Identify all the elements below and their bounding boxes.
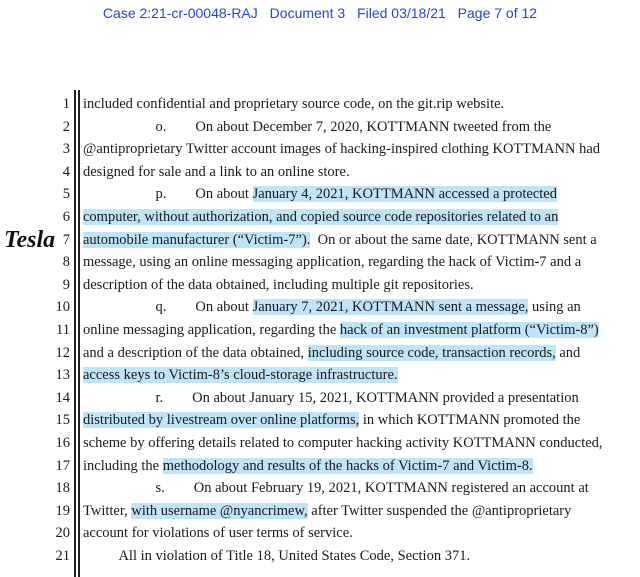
line-text: including the (83, 457, 163, 474)
text-line (83, 299, 581, 316)
text-line (83, 525, 353, 542)
line-text: p. On about (83, 186, 253, 203)
text-line (83, 186, 557, 203)
line-number: 8 (62, 254, 70, 271)
line-number: 12 (55, 344, 70, 361)
line-text: designed for sale and a link to an online store. (83, 163, 350, 180)
line-text: in which KOTTMANN promoted the (359, 412, 581, 429)
line-number: 16 (55, 435, 70, 451)
line-number: 20 (55, 525, 70, 542)
line-text: included confidential and proprietary source code, on the git.rip website. (83, 96, 505, 112)
text-line (83, 277, 474, 294)
line-number: 18 (55, 480, 70, 497)
line-number: 4 (62, 163, 70, 180)
text-line (83, 480, 589, 497)
line-number: 11 (56, 322, 70, 338)
line-number: 13 (55, 367, 70, 384)
highlighted-text: computer, without authorization, and copied source code repositories related to an (83, 209, 559, 225)
page-indicator: Page 7 of 12 (457, 5, 538, 21)
line-number: 21 (55, 548, 70, 564)
line-number: 7 (62, 231, 70, 248)
text-line (83, 435, 603, 452)
text-line (83, 412, 580, 429)
text-line (83, 96, 504, 113)
line-text: scheme by offering details related to computer hacking activity KOTTMANN conducted, (83, 435, 603, 451)
line-number: 15 (55, 412, 70, 429)
text-line (83, 322, 599, 339)
highlighted-text: methodology and results of the hacks of Victim-7 and Victim-8. (162, 457, 533, 474)
line-text: account for violations of user terms of service. (83, 525, 353, 542)
line-text: and a description of the data obtained, (83, 344, 308, 361)
case-number: Case 2:21-cr-00048-RAJ (102, 5, 258, 21)
line-text: online messaging application, regarding the (83, 322, 340, 338)
highlighted-text: with username @nyancrimew, (131, 502, 308, 519)
line-number: 9 (62, 276, 70, 293)
line-number: 1 (62, 96, 70, 112)
case-header (0, 5, 640, 21)
highlighted-text: automobile manufacturer (“Victim-7”). (83, 231, 311, 248)
text-line (83, 548, 470, 565)
document-number: Document 3 (269, 5, 346, 21)
line-text: s. On about February 19, 2021, KOTTMANN registered an account at (83, 480, 589, 497)
text-line (83, 119, 551, 136)
line-number: 17 (55, 457, 70, 474)
text-line (83, 232, 597, 249)
line-number: 3 (62, 141, 70, 158)
highlighted-text: hack of an investment platform (“Victim-8”) (339, 322, 599, 338)
highlighted-text: access keys to Victim-8’s cloud-storage infrastructure. (83, 367, 398, 384)
line-text: r. On about January 15, 2021, KOTTMANN provided a presentation (83, 389, 579, 406)
line-text: after Twitter suspended the @antiproprietary (307, 502, 572, 519)
highlighted-text: January 4, 2021, KOTTMANN accessed a protected (252, 186, 557, 203)
line-number: 2 (62, 118, 70, 135)
handwritten-margin-note: Tesla (4, 227, 56, 253)
line-number: 5 (62, 186, 70, 203)
text-line (83, 254, 581, 271)
text-line (83, 503, 571, 520)
line-text: @antiproprietary Twitter account images of hacking-inspired clothing KOTTMANN had (83, 141, 601, 158)
text-line (83, 390, 579, 407)
highlighted-text: distributed by livestream over online platforms, (83, 412, 360, 429)
text-line (83, 164, 350, 181)
text-line (83, 367, 398, 384)
highlighted-text: January 7, 2021, KOTTMANN sent a message, (252, 299, 529, 316)
line-number: 14 (55, 389, 70, 406)
highlighted-text: including source code, transaction records, (307, 344, 556, 361)
line-number: 19 (55, 502, 70, 519)
line-text: q. On about (83, 299, 253, 316)
line-number: 6 (62, 209, 70, 225)
text-line (83, 345, 580, 362)
margin-rule-left (74, 90, 76, 577)
margin-rule-right (78, 90, 80, 577)
line-text: o. On about December 7, 2020, KOTTMANN tweeted from the (83, 118, 552, 135)
line-text: Twitter, (83, 502, 132, 519)
text-line (83, 141, 600, 158)
line-text: using an (528, 299, 581, 316)
line-text: and (555, 344, 581, 361)
line-text: description of the data obtained, including multiple git repositories. (83, 276, 474, 293)
line-text: On or about the same date, KOTTMANN sent a (310, 231, 597, 248)
text-line (83, 458, 533, 475)
filed-date: Filed 03/18/21 (357, 5, 446, 21)
text-line (83, 209, 558, 226)
line-number: 10 (55, 299, 70, 316)
line-text: message, using an online messaging application, regarding the hack of Victim-7 and a (83, 254, 582, 271)
line-text: All in violation of Title 18, United States Code, Section 371. (83, 548, 471, 564)
